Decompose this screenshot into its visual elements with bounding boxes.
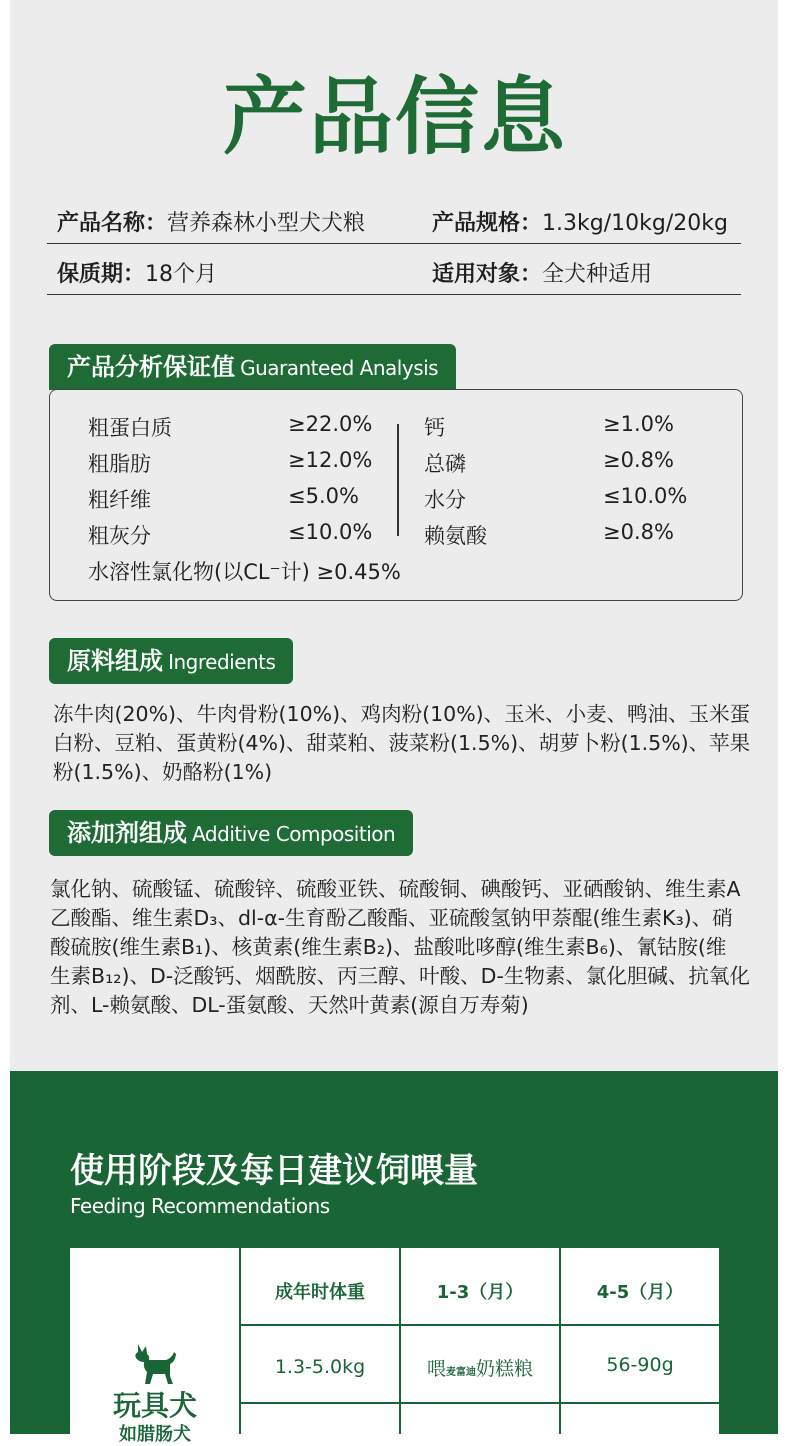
target-label: 适用对象： — [432, 262, 543, 287]
analysis-value: ≤10.0% — [603, 484, 688, 508]
ingredients-text — [53, 700, 753, 787]
analysis-value: ≤5.0% — [288, 484, 359, 508]
analysis-title-zh: 产品分析保证值 — [67, 353, 235, 381]
table-divider — [240, 1324, 719, 1326]
header-age-1-3: 1-3（月） — [436, 1282, 524, 1303]
feeding-title-en: Feeding Recommendations — [70, 1194, 330, 1218]
table-divider — [240, 1402, 719, 1404]
analysis-value: ≥22.0% — [288, 412, 373, 436]
analysis-name: 粗灰分 — [88, 524, 151, 548]
product-spec — [432, 206, 728, 237]
target-audience — [432, 257, 652, 288]
product-spec-value: 1.3kg/10kg/20kg — [542, 211, 728, 236]
ingredients-title-zh: 原料组成 — [67, 647, 163, 675]
additives-line: 氯化钠、硫酸锰、硫酸锌、硫酸亚铁、硫酸铜、碘酸钙、亚硒酸钠、维生素A — [50, 877, 741, 901]
feeding-title-zh: 使用阶段及每日建议饲喂量 — [70, 1151, 478, 1191]
ingredients-line: 冻牛肉(20%)、牛肉骨粉(10%)、鸡肉粉(10%)、玉米、小麦、鸭油、玉米蛋 — [53, 702, 751, 726]
product-name-label: 产品名称： — [57, 211, 168, 236]
feed-amount: 56-90g — [606, 1354, 674, 1376]
additives-title-zh: 添加剂组成 — [67, 819, 187, 847]
page-title: 产品信息 — [222, 68, 567, 166]
analysis-box — [49, 389, 743, 601]
dog-icon — [132, 1342, 178, 1386]
additives-line: 乙酸酯、维生素D₃、dl-α-生育酚乙酸酯、亚硫酸氢钠甲萘醌(维生素K₃)、硝 — [50, 906, 733, 930]
additives-line: 剂、L-赖氨酸、DL-蛋氨酸、天然叶黄素(源自万寿菊) — [50, 993, 529, 1017]
analysis-title-en: Guaranteed Analysis — [240, 356, 439, 380]
analysis-value: ≥1.0% — [603, 412, 674, 436]
dog-example: 如腊肠犬 — [119, 1424, 191, 1445]
analysis-value: ≥12.0% — [288, 448, 373, 472]
ingredients-title-en: Ingredients — [168, 650, 276, 674]
shelf-life — [57, 257, 217, 288]
feed-prefix: 喂 — [426, 1358, 446, 1380]
product-name — [57, 206, 365, 237]
info-row-shelf-target — [47, 245, 741, 295]
analysis-name: 粗脂肪 — [88, 452, 151, 476]
analysis-chloride: 水溶性氯化物(以CL⁻计) ≥0.45% — [88, 560, 401, 584]
brand-logo: 麦富迪 — [446, 1367, 476, 1378]
additives-heading — [49, 810, 413, 856]
ingredients-line: 粉(1.5%)、奶酪粉(1%) — [53, 760, 273, 784]
additives-line: 酸硫胺(维生素B₁)、核黄素(维生素B₂)、盐酸吡哆醇(维生素B₆)、氰钴胺(维 — [50, 935, 727, 959]
analysis-name: 钙 — [424, 416, 445, 440]
analysis-name: 粗蛋白质 — [88, 416, 172, 440]
ingredients-line: 白粉、豆粕、蛋黄粉(4%)、甜菜粕、菠菜粉(1.5%)、胡萝卜粉(1.5%)、苹果 — [53, 731, 751, 755]
additives-title-en: Additive Composition — [192, 822, 396, 846]
product-name-value: 营养森林小型犬犬粮 — [167, 211, 366, 236]
feed-suffix: 奶糕粮 — [476, 1358, 534, 1380]
dog-category: 玩具犬 — [112, 1389, 197, 1422]
product-spec-label: 产品规格： — [432, 211, 543, 236]
analysis-value: ≥0.8% — [603, 448, 674, 472]
additives-text — [50, 875, 760, 1020]
analysis-name: 总磷 — [424, 452, 466, 476]
analysis-heading — [49, 344, 456, 390]
shelf-life-label: 保质期： — [57, 262, 146, 287]
ingredients-heading — [49, 638, 293, 684]
info-row-name-spec — [47, 194, 741, 244]
target-value: 全犬种适用 — [542, 262, 653, 287]
header-weight: 成年时体重 — [275, 1282, 365, 1303]
analysis-divider — [397, 424, 399, 536]
shelf-life-value: 18个月 — [145, 262, 218, 287]
analysis-value: ≥0.8% — [603, 520, 674, 544]
analysis-value: ≤10.0% — [288, 520, 373, 544]
weight-value: 1.3-5.0kg — [274, 1356, 366, 1378]
table-divider — [399, 1248, 401, 1434]
header-age-4-5: 4-5（月） — [596, 1282, 684, 1303]
analysis-name: 赖氨酸 — [424, 524, 487, 548]
table-divider — [559, 1248, 561, 1434]
feed-type — [401, 1354, 559, 1381]
feeding-table — [70, 1248, 719, 1445]
analysis-name: 水分 — [424, 488, 466, 512]
analysis-name: 粗纤维 — [88, 488, 151, 512]
additives-line: 生素B₁₂)、D-泛酸钙、烟酰胺、丙三醇、叶酸、D-生物素、氯化胆碱、抗氧化 — [50, 964, 750, 988]
